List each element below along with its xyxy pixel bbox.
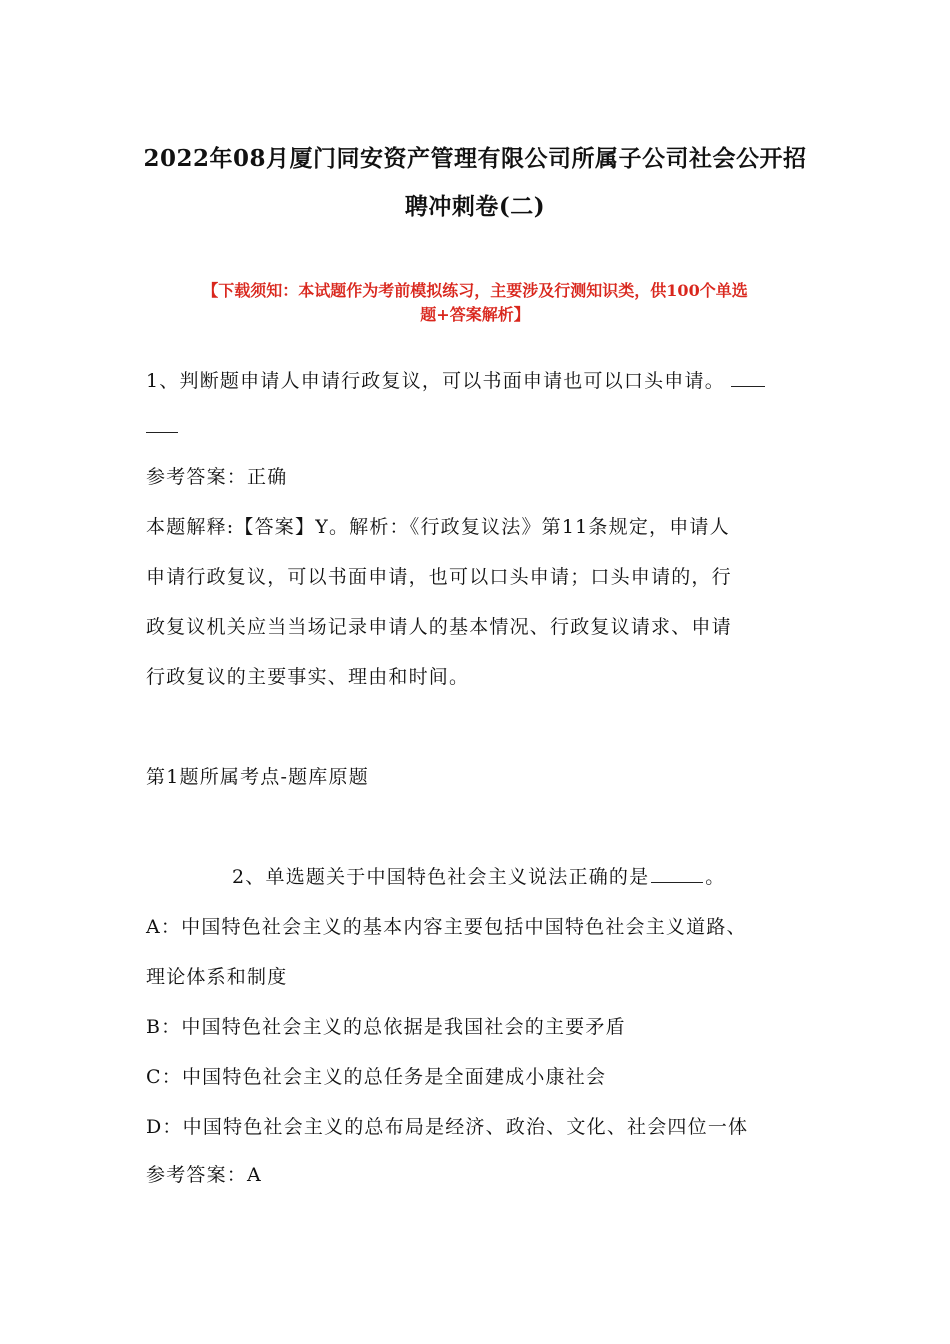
question-2-answer: 参考答案：A bbox=[146, 1164, 262, 1186]
question-2-stem bbox=[232, 862, 726, 889]
question-1-explanation-line: 政复议机关应当当场记录申请人的基本情况、行政复议请求、申请 bbox=[146, 616, 732, 638]
question-2-option-a-line2: 理论体系和制度 bbox=[146, 966, 288, 988]
question-2-stem-end: 。 bbox=[705, 866, 726, 888]
question-1-answer: 参考答案：正确 bbox=[146, 466, 288, 488]
question-1-explanation-line: 本题解释:【答案】Y。解析：《行政复议法》第11条规定，申请人 bbox=[146, 516, 730, 538]
document-title-line2: 聘冲刺卷(二) bbox=[404, 193, 546, 220]
document-title-line1: 2022年08月厦门同安资产管理有限公司所属子公司社会公开招 bbox=[143, 145, 807, 172]
question-2-option-c: C：中国特色社会主义的总任务是全面建成小康社会 bbox=[146, 1066, 607, 1088]
answer-blank-continuation bbox=[146, 432, 178, 433]
answer-blank bbox=[731, 385, 765, 387]
download-notice-line1: 【下载须知：本试题作为考前模拟练习，主要涉及行测知识类，供100个单选 bbox=[202, 281, 748, 300]
download-notice-line2: 题+答案解析】 bbox=[420, 305, 530, 324]
question-2-option-d: D：中国特色社会主义的总布局是经济、政治、文化、社会四位一体 bbox=[146, 1116, 749, 1138]
question-2-stem-text: 2、单选题关于中国特色社会主义说法正确的是 bbox=[232, 866, 650, 888]
answer-blank bbox=[651, 882, 703, 883]
question-1-stem-text: 1、判断题申请人申请行政复议，可以书面申请也可以口头申请。 bbox=[146, 370, 725, 392]
question-1-explanation-line: 申请行政复议，可以书面申请，也可以口头申请；口头申请的，行 bbox=[146, 566, 732, 588]
question-1-topic: 第1题所属考点-题库原题 bbox=[146, 766, 369, 788]
question-1-stem bbox=[146, 366, 765, 393]
question-1-explanation-line: 行政复议的主要事实、理由和时间。 bbox=[146, 666, 470, 688]
question-2-option-a-line1: A：中国特色社会主义的基本内容主要包括中国特色社会主义道路、 bbox=[146, 916, 747, 938]
question-2-option-b: B：中国特色社会主义的总依据是我国社会的主要矛盾 bbox=[146, 1016, 626, 1038]
